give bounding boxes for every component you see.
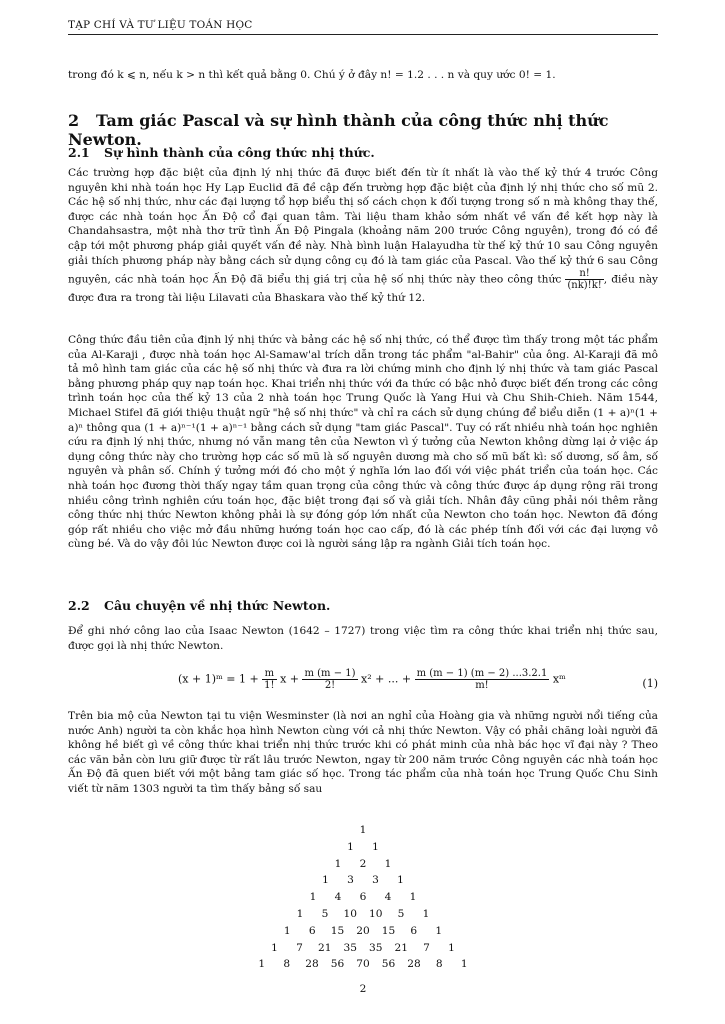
triangle-cell: 15 bbox=[381, 924, 396, 937]
triangle-cell: 1 bbox=[397, 874, 404, 887]
triangle-cell: 1 bbox=[322, 874, 329, 887]
triangle-cell: 28 bbox=[407, 958, 421, 971]
triangle-cell: 1 bbox=[448, 941, 455, 954]
triangle-cell: 1 bbox=[435, 924, 443, 937]
triangle-cell: 2 bbox=[359, 857, 367, 870]
subsection-heading-2-2 bbox=[68, 598, 330, 613]
triangle-cell: 1 bbox=[347, 840, 354, 853]
triangle-row bbox=[68, 822, 658, 839]
fraction-denominator: 1! bbox=[264, 680, 275, 691]
fraction-denominator: (nk)!k! bbox=[567, 280, 602, 292]
paragraph-1-text: Các trường hợp đặc biệt của định lý nhị thức đã được biết đến từ ít nhất là vào thế kỷ thứ 4 trước Công nguyên khi nhà toán học Hy Lạp Euclid đã đề cập đến trường hợp đặc biệt của định lý nhị thức cho số mũ 2. Các hệ số nhị thức, như các đại lượng tổ hợp biểu thị số cách chọn k đối tượng trong số n mà không thay thế, được các nhà toán học Ấn Độ cổ đại quan tâm. Tài liệu tham khảo sớm nhất về vấn đề kết hợp này là Chandahsastra, một nhà thơ trữ tình Ấn Độ Pingala (khoảng năm 200 trước Công nguyên), trong đó có đề cập tới một phương pháp giải quyết vấn đề này. Nhà bình luận Halayudha từ thế kỷ thứ 10 sau Công nguyên giải thích phương pháp này bằng cách sử dụng công cụ đó là tam giác của Pascal. Vào thế kỷ thứ 6 sau Công nguyên, các nhà toán học Ấn Độ đã biểu thị giá trị của hệ số nhị thức này theo công thức bbox=[68, 167, 658, 286]
triangle-cell: 21 bbox=[318, 941, 332, 954]
triangle-cell: 21 bbox=[394, 941, 408, 954]
triangle-cell: 1 bbox=[359, 824, 367, 836]
subsection-number: 2.1 bbox=[68, 145, 90, 160]
triangle-row bbox=[68, 906, 658, 923]
triangle-cell: 5 bbox=[321, 907, 329, 920]
triangle-cell: 1 bbox=[460, 958, 468, 971]
binomial-fraction bbox=[565, 268, 603, 291]
triangle-cell: 3 bbox=[372, 874, 379, 887]
triangle-cell: 1 bbox=[409, 891, 417, 904]
triangle-cell: 35 bbox=[369, 941, 383, 954]
subsection-title: Sự hình thành của công thức nhị thức. bbox=[104, 145, 375, 160]
triangle-cell: 70 bbox=[356, 958, 370, 971]
equation-number: (1) bbox=[642, 677, 658, 690]
triangle-row bbox=[68, 889, 658, 906]
triangle-cell: 6 bbox=[308, 924, 316, 937]
fraction-numerator: n! bbox=[565, 268, 603, 280]
intro-line: trong đó k ⩽ n, nếu k > n thì kết quả bằng 0. Chú ý ở đây n! = 1.2 . . . n và quy ước 0! = 1. bbox=[68, 69, 556, 81]
paragraph-3: Để ghi nhớ công lao của Isaac Newton (1642 – 1727) trong việc tìm ra công thức khai triển nhị thức sau, được gọi là nhị thức Newton. bbox=[68, 625, 658, 652]
section-number: 2 bbox=[68, 111, 80, 130]
triangle-row bbox=[68, 856, 658, 873]
triangle-row bbox=[68, 872, 658, 889]
equation-fraction-3 bbox=[415, 668, 550, 691]
triangle-cell: 1 bbox=[258, 958, 266, 971]
triangle-cell: 5 bbox=[397, 907, 405, 920]
paragraph-1-tail: , điều này được đưa ra trong tài liệu Lilavati của Bhaskara vào thế kỷ thứ 12. bbox=[68, 273, 658, 305]
triangle-cell: 4 bbox=[384, 891, 392, 904]
triangle-cell: 1 bbox=[296, 907, 304, 920]
triangle-cell: 7 bbox=[423, 941, 430, 954]
triangle-cell: 6 bbox=[359, 891, 367, 904]
equation-1 bbox=[68, 668, 658, 698]
triangle-cell: 35 bbox=[343, 941, 357, 954]
page-number: 2 bbox=[359, 983, 367, 995]
triangle-row bbox=[68, 940, 658, 957]
triangle-cell: 1 bbox=[271, 941, 278, 954]
subsection-title: Câu chuyện về nhị thức Newton. bbox=[104, 598, 331, 613]
triangle-cell: 56 bbox=[381, 958, 396, 971]
paragraph-1 bbox=[68, 166, 658, 306]
equation-fraction-2 bbox=[302, 668, 357, 691]
triangle-cell: 1 bbox=[422, 907, 430, 920]
equation-body bbox=[178, 668, 566, 691]
paragraph-2: Công thức đầu tiên của định lý nhị thức và bảng các hệ số nhị thức, có thể được tìm thấy trong một tác phẩm của Al-Karaji , được nhà toán học Al-Samaw'al trích dẫn trong tác phẩm "al-Bahir" của ông. Al-Karaji đã mô tả mô hình tam giác của các hệ số nhị thức và đưa ra lời chứng minh cho định lý nhị thức và tam giác Pascal bằng phương pháp quy nạp toán học. Khai triển nhị thức với đa thức có bậc nhỏ được biết đến trong các công trình toán học của thế kỷ 13 của 2 nhà toán học Trung Quốc là Yang Hui và Chu Shih-Chieh. Năm 1544, Michael Stifel đã giới thiệu thuật ngữ "hệ số nhị thức" và chỉ ra cách sử dụng chúng để biểu diễn (1 + a)ⁿ(1 + a)ⁿ thông qua (1 + a)ⁿ⁻¹(1 + a)ⁿ⁻¹ bằng cách sử dụng "tam giác Pascal". Tuy có rất nhiều nhà toán học nghiên cứu ra định lý nhị thức, nhưng nó vẫn mang tên của Newton vì ý tưởng của Newton không dừng lại ở việc áp dụng công thức này cho trường hợp các số mũ là số nguyên dương mà cho số mũ bất kì: số dương, số âm, số nguyên và phân số. Chính ý tưởng mới đó cho một ý nghĩa lớn lao đối với việc phát triển của toán học. Các nhà toán học đương thời thấy ngay tầm quan trọng của công thức và công thức được áp dụng rộng rãi trong nhiều công trình nghiên cứu toán học, đặc biệt trong đại số và giải tích. Nhân đây cũng phải nói thêm rằng công thức nhị thức Newton không phải là sự đóng góp lớn nhất của Newton cho toán học. Newton đã đóng góp rất nhiều cho việc mở đầu những hướng toán học cao cấp, đó là các phép tính đối với các đại lượng vô cùng bé. Và do vậy đôi lúc Newton được coi là người sáng lập ra ngành Giải tích toán học. bbox=[68, 334, 658, 551]
fraction-denominator: 2! bbox=[324, 680, 336, 691]
fraction-numerator: m (m − 1) (m − 2) ...3.2.1 bbox=[416, 668, 548, 679]
triangle-cell: 1 bbox=[334, 857, 342, 870]
triangle-cell: 8 bbox=[283, 958, 291, 971]
subsection-number: 2.2 bbox=[68, 598, 90, 613]
triangle-row bbox=[68, 956, 658, 973]
fraction-numerator: m bbox=[262, 668, 276, 680]
triangle-cell: 7 bbox=[296, 941, 303, 954]
triangle-cell: 4 bbox=[334, 891, 342, 904]
triangle-cell: 28 bbox=[305, 958, 319, 971]
equation-fraction-1 bbox=[262, 668, 276, 691]
triangle-row bbox=[68, 923, 658, 940]
triangle-cell: 1 bbox=[384, 857, 392, 870]
triangle-row bbox=[68, 839, 658, 856]
equation-term-3: xᵐ bbox=[552, 672, 566, 686]
fraction-numerator: m (m − 1) bbox=[304, 668, 356, 679]
triangle-cell: 56 bbox=[330, 958, 345, 971]
triangle-cell: 8 bbox=[435, 958, 443, 971]
triangle-cell: 6 bbox=[410, 924, 418, 937]
triangle-cell: 3 bbox=[347, 874, 354, 887]
equation-term-1: x + bbox=[280, 672, 299, 686]
pascal-triangle bbox=[68, 822, 658, 973]
equation-lhs: (x + 1)ᵐ = 1 + bbox=[178, 672, 259, 686]
triangle-cell: 10 bbox=[369, 907, 383, 920]
section-heading bbox=[68, 111, 658, 149]
subsection-heading-2-1 bbox=[68, 145, 375, 160]
triangle-cell: 15 bbox=[330, 924, 345, 937]
triangle-cell: 1 bbox=[372, 840, 379, 853]
section-title: Tam giác Pascal và sự hình thành của công thức nhị thức Newton. bbox=[68, 111, 609, 149]
triangle-cell: 20 bbox=[356, 924, 370, 937]
running-header: TẠP CHÍ VÀ TƯ LIỆU TOÁN HỌC bbox=[68, 19, 658, 35]
triangle-cell: 10 bbox=[343, 907, 357, 920]
triangle-cell: 1 bbox=[309, 891, 317, 904]
triangle-cell: 1 bbox=[283, 924, 291, 937]
fraction-denominator: m! bbox=[475, 680, 489, 691]
equation-term-2: x² + ... + bbox=[361, 672, 412, 686]
paragraph-4: Trên bia mộ của Newton tại tu viện Wesminster (là nơi an nghỉ của Hoàng gia và những người nổi tiếng của nước Anh) người ta còn khắc họa hình Newton cùng với cả nhị thức Newton. Vậy có phải chăng loài người đã không hề biết gì về công thức khai triển nhị thức trước khi có phát minh của nhà bác học vĩ đại này ? Theo các văn bản còn lưu giữ được từ rất lâu trước Newton, ngay từ 200 năm trước Công nguyên các nhà toán học Ấn Độ đã quen biết với một bảng tam giác số học. Trong tác phẩm của nhà toán học Trung Quốc Chu Sinh viết từ năm 1303 người ta tìm thấy bảng số sau bbox=[68, 710, 658, 795]
